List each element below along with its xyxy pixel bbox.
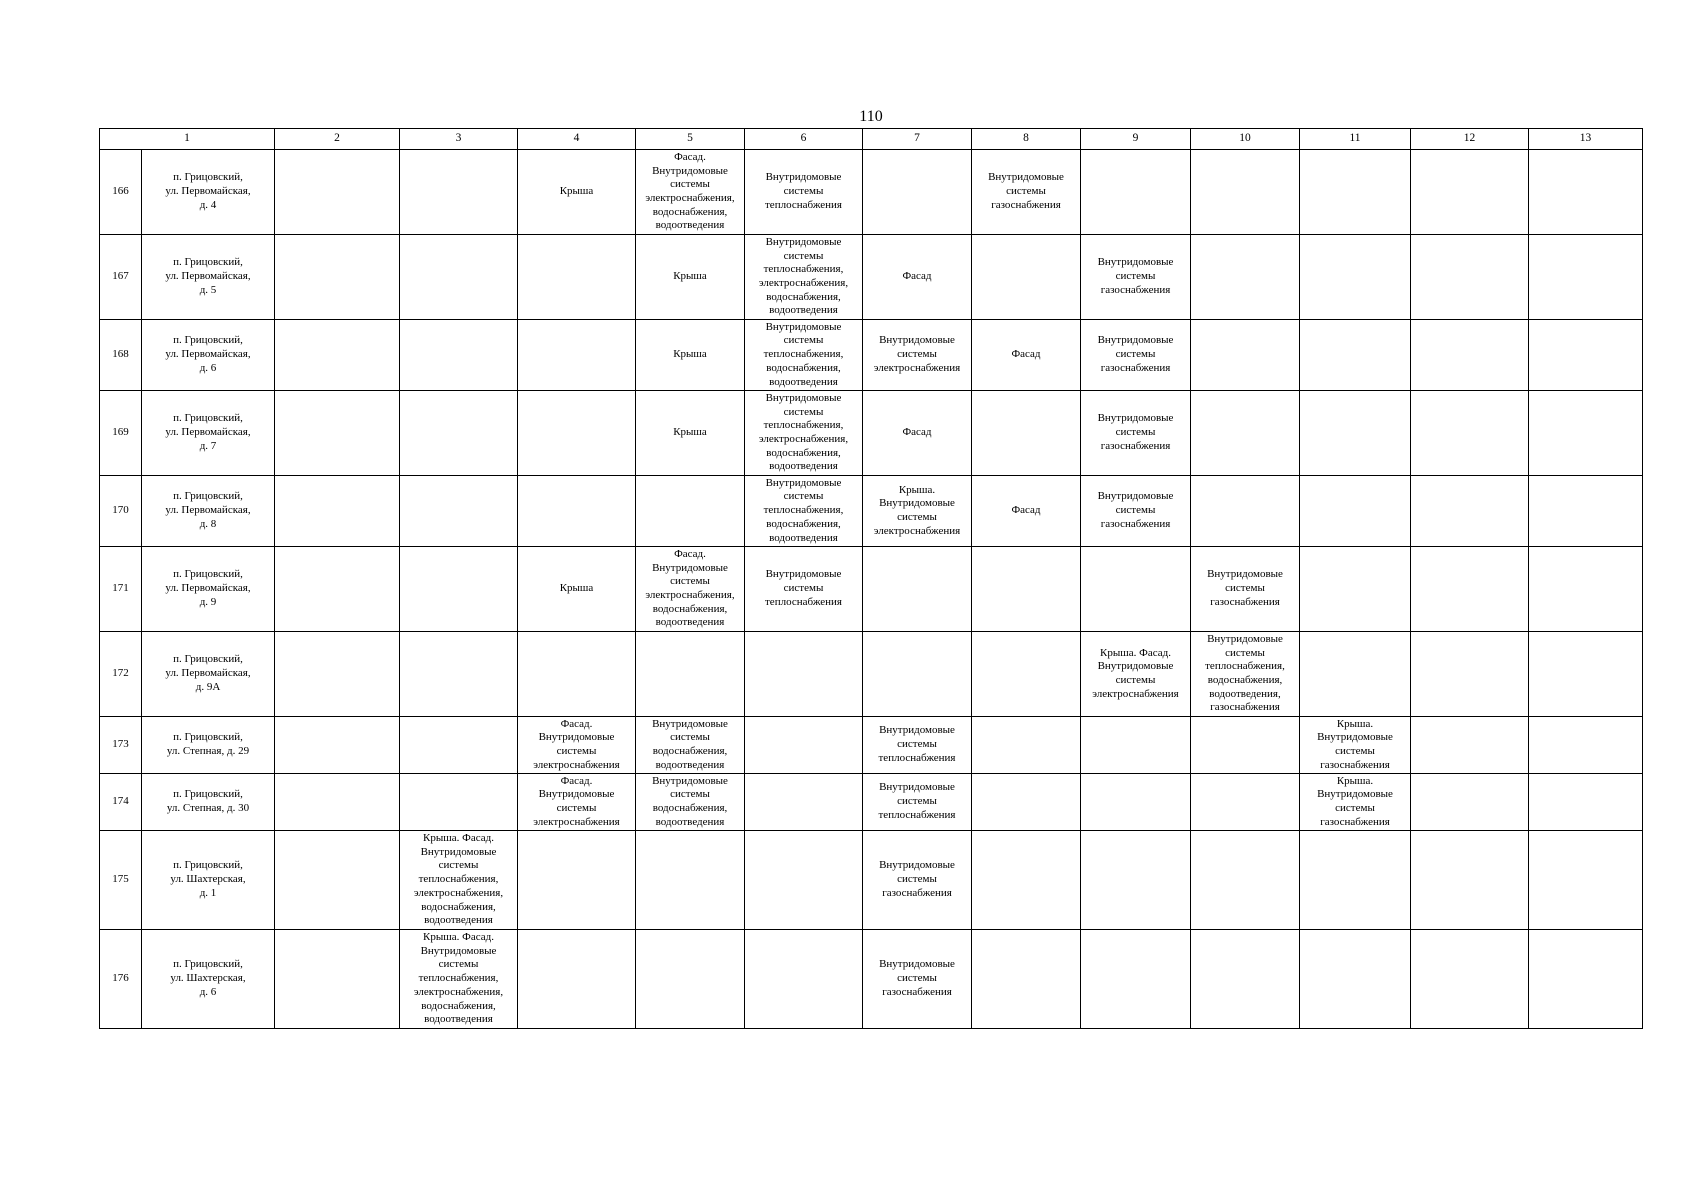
address-text: п. Грицовский, ул. Первомайская, д. 7 [165,412,251,452]
work-cell-col-5 [636,320,745,391]
work-cell-col-9 [1081,831,1191,930]
work-text: Внутридомовые системы газоснабжения [1097,412,1174,452]
column-header-1: 1 [100,129,275,150]
work-cell-col-13 [1529,320,1643,391]
work-cell-col-8 [972,320,1081,391]
work-cell-col-10 [1191,476,1300,547]
works-schedule-table [99,128,1643,1029]
work-cell-col-11 [1300,831,1411,930]
work-cell-col-3 [400,930,518,1029]
work-cell-col-6 [745,547,863,632]
work-text: Внутридомовые системы теплоснабжения, водоснабжения, водоотведения [763,476,844,544]
row-number: 174 [100,774,142,831]
work-cell-col-5 [636,476,745,547]
work-cell-col-9 [1081,235,1191,320]
work-cell-col-9 [1081,717,1191,774]
column-header-8: 8 [972,129,1081,150]
table-row [100,774,1643,831]
work-cell-col-6 [745,150,863,235]
address-text: п. Грицовский, ул. Первомайская, д. 6 [165,334,251,374]
column-header-3: 3 [400,129,518,150]
table-row [100,320,1643,391]
work-cell-col-11 [1300,547,1411,632]
work-cell-col-5 [636,235,745,320]
work-cell-col-4 [518,235,636,320]
work-cell-col-9 [1081,774,1191,831]
row-number: 172 [100,632,142,717]
address-cell [142,320,275,391]
column-header-13: 13 [1529,129,1643,150]
work-cell-col-8 [972,476,1081,547]
work-cell-col-2 [275,831,400,930]
column-header-row [100,129,1643,150]
work-text: Внутридомовые системы теплоснабжения [878,781,956,821]
address-cell [142,831,275,930]
work-cell-col-13 [1529,774,1643,831]
work-text: Крыша [673,270,707,283]
work-cell-col-13 [1529,717,1643,774]
work-text: Внутридомовые системы газоснабжения [1097,490,1174,530]
work-cell-col-4 [518,632,636,717]
work-cell-col-13 [1529,476,1643,547]
work-text: Фасад. Внутридомовые системы электроснабжения [533,774,620,828]
work-cell-col-10 [1191,632,1300,717]
work-cell-col-9 [1081,547,1191,632]
work-text: Фасад [902,426,932,439]
page-number: 110 [859,108,883,125]
work-cell-col-4 [518,547,636,632]
column-header-12: 12 [1411,129,1529,150]
work-cell-col-2 [275,632,400,717]
work-cell-col-6 [745,632,863,717]
work-cell-col-5 [636,547,745,632]
work-text: Крыша. Внутридомовые системы газоснабжения [1317,717,1393,771]
address-text: п. Грицовский, ул. Шахтерская, д. 6 [170,958,246,998]
work-cell-col-6 [745,320,863,391]
table-row [100,831,1643,930]
work-cell-col-13 [1529,632,1643,717]
work-cell-col-10 [1191,831,1300,930]
work-cell-col-12 [1411,150,1529,235]
work-cell-col-4 [518,774,636,831]
row-number: 173 [100,717,142,774]
work-cell-col-12 [1411,476,1529,547]
work-text: Крыша [559,185,594,198]
work-cell-col-7 [863,774,972,831]
work-cell-col-11 [1300,391,1411,476]
work-cell-col-4 [518,150,636,235]
work-cell-col-5 [636,391,745,476]
work-cell-col-6 [745,391,863,476]
table-row [100,150,1643,235]
work-cell-col-11 [1300,930,1411,1029]
work-cell-col-9 [1081,320,1191,391]
work-cell-col-11 [1300,774,1411,831]
work-text: Крыша. Фасад. Внутридомовые системы теплоснабжения, электроснабжения, водоснабжения, водоотведения [413,931,504,1026]
work-text: Фасад. Внутридомовые системы электроснабжения [533,717,620,771]
work-text: Внутридомовые системы теплоснабжения [765,568,842,608]
work-text: Фасад [1011,504,1041,517]
work-cell-col-13 [1529,930,1643,1029]
row-number: 168 [100,320,142,391]
work-cell-col-4 [518,391,636,476]
work-cell-col-13 [1529,235,1643,320]
work-cell-col-11 [1300,150,1411,235]
work-text: Крыша. Фасад. Внутридомовые системы теплоснабжения, электроснабжения, водоснабжения, водоотведения [413,832,504,927]
work-cell-col-9 [1081,391,1191,476]
address-text: п. Грицовский, ул. Первомайская, д. 8 [165,490,251,530]
work-cell-col-6 [745,717,863,774]
address-cell [142,632,275,717]
work-cell-col-6 [745,476,863,547]
work-cell-col-6 [745,831,863,930]
work-cell-col-5 [636,717,745,774]
work-cell-col-7 [863,717,972,774]
column-header-7: 7 [863,129,972,150]
row-number: 171 [100,547,142,632]
work-cell-col-6 [745,930,863,1029]
work-cell-col-12 [1411,930,1529,1029]
work-text: Внутридомовые системы газоснабжения [1097,334,1174,374]
work-text: Фасад [902,270,932,283]
row-number: 169 [100,391,142,476]
work-cell-col-12 [1411,632,1529,717]
work-cell-col-10 [1191,547,1300,632]
work-cell-col-3 [400,391,518,476]
work-cell-col-3 [400,320,518,391]
work-cell-col-3 [400,717,518,774]
work-cell-col-7 [863,632,972,717]
work-cell-col-7 [863,391,972,476]
work-text: Крыша [673,348,707,361]
work-text: Внутридомовые системы газоснабжения [1207,568,1283,608]
work-cell-col-3 [400,235,518,320]
column-header-4: 4 [518,129,636,150]
work-cell-col-8 [972,632,1081,717]
work-cell-col-5 [636,774,745,831]
work-cell-col-8 [972,831,1081,930]
table-row [100,391,1643,476]
column-header-6: 6 [745,129,863,150]
work-text: Внутридомовые системы газоснабжения [879,958,955,998]
work-cell-col-2 [275,774,400,831]
work-cell-col-8 [972,774,1081,831]
column-header-5: 5 [636,129,745,150]
work-text: Крыша [673,426,707,439]
work-cell-col-13 [1529,150,1643,235]
work-cell-col-10 [1191,150,1300,235]
address-text: п. Грицовский, ул. Первомайская, д. 5 [165,256,251,296]
work-text: Внутридомовые системы водоснабжения, водоотведения [652,774,728,828]
work-cell-col-6 [745,235,863,320]
work-cell-col-9 [1081,632,1191,717]
address-text: п. Грицовский, ул. Степная, д. 29 [166,731,250,757]
work-cell-col-3 [400,632,518,717]
work-cell-col-6 [745,774,863,831]
work-text: Внутридомовые системы газоснабжения [988,171,1064,211]
work-text: Внутридомовые системы газоснабжения [879,859,955,899]
work-cell-col-4 [518,717,636,774]
work-text: Крыша. Внутридомовые системы газоснабжения [1317,774,1393,828]
work-cell-col-3 [400,476,518,547]
work-cell-col-2 [275,930,400,1029]
row-number: 167 [100,235,142,320]
column-header-10: 10 [1191,129,1300,150]
work-text: Внутридомовые системы электроснабжения [873,334,961,374]
work-cell-col-11 [1300,476,1411,547]
work-cell-col-7 [863,930,972,1029]
work-cell-col-13 [1529,831,1643,930]
work-text: Фасад. Внутридомовые системы электроснабжения, водоснабжения, водоотведения [645,547,735,629]
column-header-9: 9 [1081,129,1191,150]
work-cell-col-10 [1191,391,1300,476]
row-number: 166 [100,150,142,235]
table-row [100,717,1643,774]
work-cell-col-12 [1411,717,1529,774]
work-cell-col-11 [1300,320,1411,391]
work-text: Внутридомовые системы теплоснабжения, водоснабжения, водоотведения, газоснабжения [1205,632,1285,714]
work-cell-col-12 [1411,831,1529,930]
work-cell-col-4 [518,476,636,547]
column-header-11: 11 [1300,129,1411,150]
address-text: п. Грицовский, ул. Первомайская, д. 4 [165,171,251,211]
table-row [100,476,1643,547]
work-cell-col-9 [1081,476,1191,547]
work-cell-col-12 [1411,774,1529,831]
address-text: п. Грицовский, ул. Шахтерская, д. 1 [170,859,246,899]
work-cell-col-3 [400,547,518,632]
work-text: Внутридомовые системы теплоснабжения [765,171,842,211]
work-cell-col-10 [1191,235,1300,320]
work-cell-col-7 [863,831,972,930]
work-cell-col-8 [972,391,1081,476]
work-text: Внутридомовые системы газоснабжения [1097,256,1174,296]
work-text: Крыша [559,582,594,595]
work-cell-col-3 [400,150,518,235]
address-text: п. Грицовский, ул. Первомайская, д. 9А [165,653,251,693]
table-row [100,235,1643,320]
row-number: 175 [100,831,142,930]
work-text: Внутридомовые системы теплоснабжения [878,724,956,764]
address-cell [142,235,275,320]
address-text: п. Грицовский, ул. Первомайская, д. 9 [165,568,251,608]
work-cell-col-12 [1411,391,1529,476]
work-cell-col-8 [972,930,1081,1029]
work-cell-col-7 [863,150,972,235]
work-cell-col-12 [1411,235,1529,320]
work-cell-col-2 [275,717,400,774]
work-cell-col-5 [636,930,745,1029]
work-cell-col-5 [636,150,745,235]
address-cell [142,391,275,476]
work-cell-col-3 [400,831,518,930]
work-text: Фасад [1011,348,1041,361]
work-cell-col-10 [1191,320,1300,391]
column-header-2: 2 [275,129,400,150]
address-cell [142,930,275,1029]
work-cell-col-10 [1191,774,1300,831]
table-row [100,547,1643,632]
work-cell-col-7 [863,320,972,391]
work-cell-col-8 [972,235,1081,320]
work-cell-col-3 [400,774,518,831]
address-cell [142,774,275,831]
work-cell-col-13 [1529,547,1643,632]
address-cell [142,476,275,547]
work-cell-col-5 [636,831,745,930]
work-cell-col-13 [1529,391,1643,476]
work-cell-col-4 [518,320,636,391]
work-text: Внутридомовые системы теплоснабжения, электроснабжения, водоснабжения, водоотведения [758,391,849,473]
work-text: Крыша. Фасад. Внутридомовые системы электроснабжения [1092,646,1179,700]
work-cell-col-4 [518,831,636,930]
work-cell-col-2 [275,235,400,320]
work-cell-col-2 [275,547,400,632]
address-cell [142,717,275,774]
work-cell-col-2 [275,476,400,547]
work-cell-col-7 [863,235,972,320]
work-cell-col-10 [1191,930,1300,1029]
work-cell-col-5 [636,632,745,717]
work-cell-col-9 [1081,150,1191,235]
work-cell-col-7 [863,476,972,547]
work-text: Внутридомовые системы теплоснабжения, водоснабжения, водоотведения [763,320,844,388]
work-cell-col-11 [1300,632,1411,717]
address-text: п. Грицовский, ул. Степная, д. 30 [166,788,250,814]
work-cell-col-8 [972,717,1081,774]
work-cell-col-11 [1300,717,1411,774]
work-cell-col-4 [518,930,636,1029]
work-cell-col-10 [1191,717,1300,774]
address-cell [142,150,275,235]
table-row [100,930,1643,1029]
work-cell-col-2 [275,391,400,476]
work-text: Фасад. Внутридомовые системы электроснабжения, водоснабжения, водоотведения [645,150,735,232]
table-row [100,632,1643,717]
work-cell-col-12 [1411,320,1529,391]
work-cell-col-12 [1411,547,1529,632]
work-cell-col-8 [972,150,1081,235]
row-number: 170 [100,476,142,547]
work-cell-col-8 [972,547,1081,632]
work-cell-col-2 [275,320,400,391]
work-text: Внутридомовые системы водоснабжения, водоотведения [652,717,728,771]
work-cell-col-2 [275,150,400,235]
work-cell-col-9 [1081,930,1191,1029]
address-cell [142,547,275,632]
work-cell-col-11 [1300,235,1411,320]
row-number: 176 [100,930,142,1029]
work-cell-col-7 [863,547,972,632]
work-text: Внутридомовые системы теплоснабжения, электроснабжения, водоснабжения, водоотведения [758,235,849,317]
table-body [100,129,1643,1029]
work-text: Крыша. Внутридомовые системы электроснабжения [873,483,961,537]
